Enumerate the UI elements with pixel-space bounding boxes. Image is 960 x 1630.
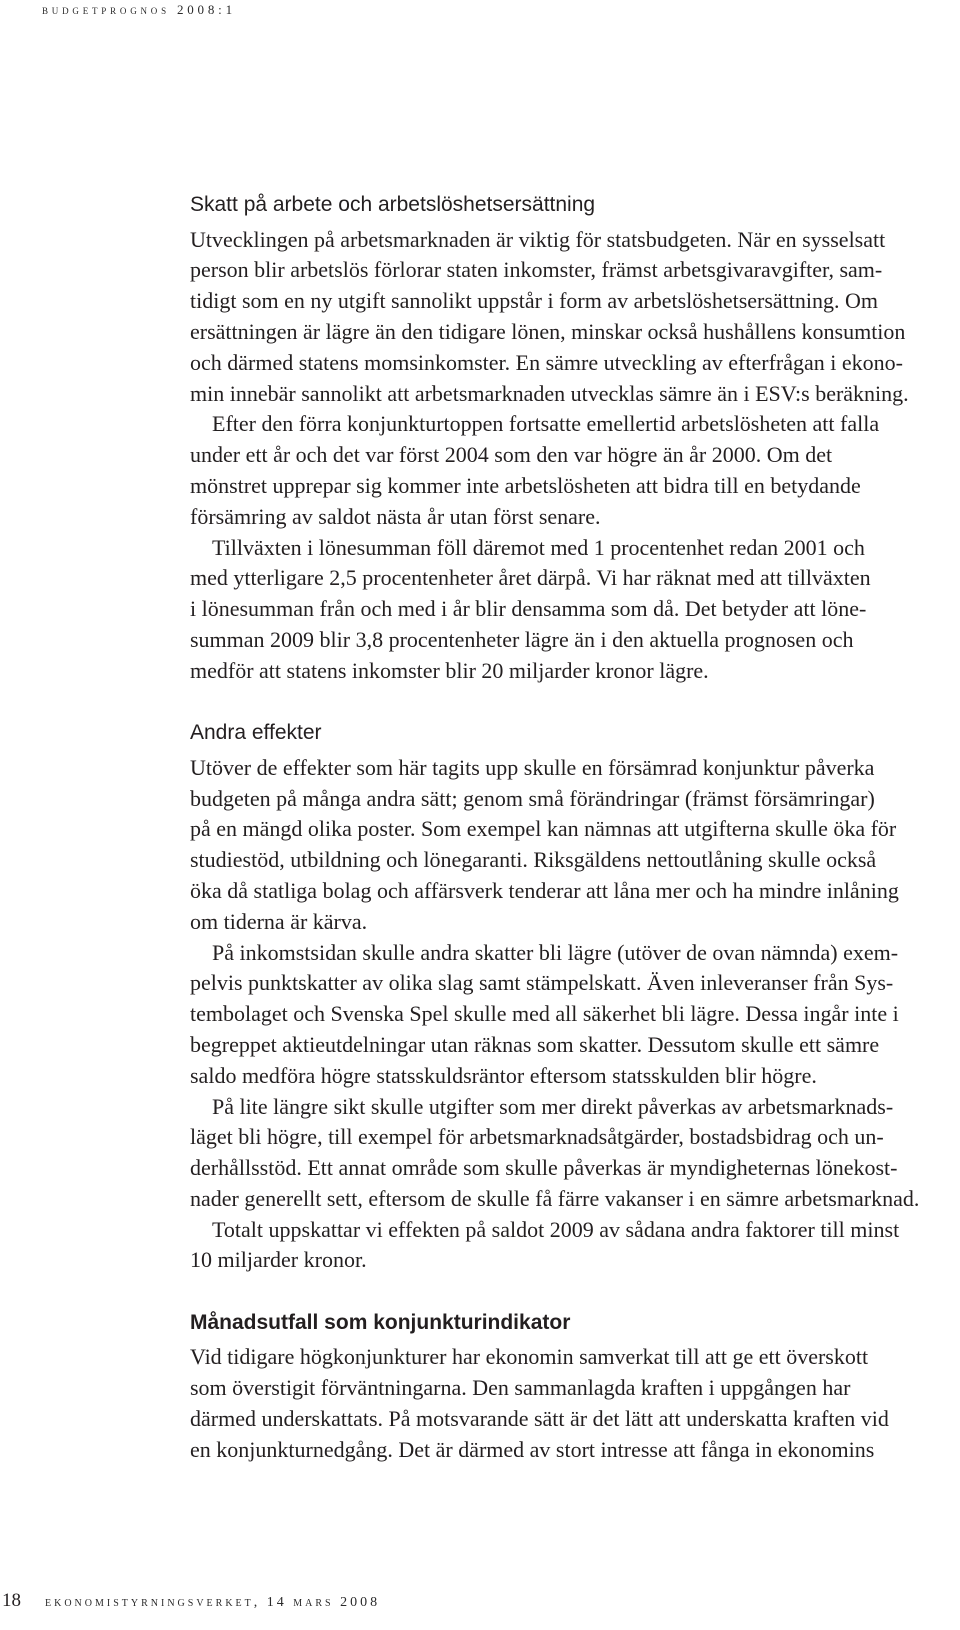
text-line: På inkomstsidan skulle andra skatter bli lägre (utöver de ovan nämnda) exem- [212,939,899,965]
running-header: budgetprognos 2008:1 [42,2,236,17]
text-line: saldo medföra högre statsskuldsräntor eftersom statsskulden blir högre. [190,1062,817,1088]
text-line: läget bli högre, till exempel för arbetsmarknadsåtgärder, bostadsbidrag och un- [190,1124,884,1150]
text-line: på en mängd olika poster. Som exempel kan nämnas att utgifterna skulle öka för [190,816,897,842]
text-line: Utöver de effekter som här tagits upp skulle en försämrad konjunktur påverka [190,754,875,780]
text-line: försämring av saldot nästa år utan först senare. [190,503,601,529]
text-line: om tiderna är kärva. [190,908,368,934]
text-line: medför att statens inkomster blir 20 miljarder kronor lägre. [190,657,709,683]
text-line: som överstigit förväntningarna. Den sammanlagda kraften i uppgången har [190,1375,851,1401]
text-line: min innebär sannolikt att arbetsmarknaden utvecklas sämre än i ESV:s beräkning. [190,380,909,406]
text-line: Utvecklingen på arbetsmarknaden är viktig för statsbudgeten. När en sysselsatt [190,226,886,252]
section-heading: Månadsutfall som konjunkturindikator [190,1310,571,1334]
text-line: studiestöd, utbildning och lönegaranti. Riksgäldens nettoutlåning skulle också [190,847,877,873]
text-line: ersättningen är lägre än den tidigare lönen, minskar också hushållens konsumtion [190,318,906,344]
section-tax-on-work [190,190,940,687]
text-line: begreppet aktieutdelningar utan räknas som skatter. Dessutom skulle ett sämre [190,1031,880,1057]
paragraph [190,753,940,938]
text-line: därmed underskattats. På motsvarande sätt är det lätt att underskatta kraften vid [190,1406,889,1432]
section-heading: Andra effekter [190,721,322,745]
text-line: nader generellt sett, eftersom de skulle få färre vakanser i en sämre arbetsmarknad. [190,1185,920,1211]
body-content [190,190,940,1466]
text-line: och därmed statens momsinkomster. En sämre utveckling av efterfrågan i ekono- [190,349,903,375]
footer-publisher: ekonomistyrningsverket, 14 mars 2008 [45,1595,381,1610]
text-line: Totalt uppskattar vi effekten på saldot 2009 av sådana andra faktorer till minst [212,1216,900,1242]
text-line: i lönesumman från och med i år blir densamma som då. Det betyder att löne- [190,596,867,622]
text-line: På lite längre sikt skulle utgifter som mer direkt påverkas av arbetsmarknads- [212,1093,894,1119]
text-line: under ett år och det var först 2004 som den var högre än år 2000. Om det [190,442,833,468]
text-line: budgeten på många andra sätt; genom små förändringar (främst försämringar) [190,785,875,811]
paragraph [190,225,940,410]
paragraph [190,409,940,532]
page-number: 18 [2,1590,21,1611]
text-line: person blir arbetslös förlorar staten inkomster, främst arbetsgivaravgifter, sam- [190,257,883,283]
text-line: Efter den förra konjunkturtoppen fortsatte emellertid arbetslösheten att falla [212,411,880,437]
text-line: mönstret upprepar sig kommer inte arbetslösheten att bidra till en betydande [190,472,861,498]
paragraph [190,533,940,687]
text-line: tembolaget och Svenska Spel skulle med all säkerhet bli lägre. Dessa ingår inte i [190,1001,899,1027]
text-line: 10 miljarder kronor. [190,1247,367,1273]
paragraph [190,1342,940,1465]
text-line: pelvis punktskatter av olika slag samt stämpelskatt. Även inleveranser från Sys- [190,970,894,996]
section-heading: Skatt på arbete och arbetslöshetsersättning [190,193,596,216]
text-line: Tillväxten i lönesumman föll däremot med 1 procentenhet redan 2001 och [212,534,865,560]
text-line: med ytterligare 2,5 procentenheter året därpå. Vi har räknat med att tillväxten [190,565,871,591]
paragraph [190,1215,940,1277]
page-footer [0,1590,380,1614]
section-other-effects [190,718,940,1276]
text-line: Vid tidigare högkonjunkturer har ekonomin samverkat till att ge ett överskott [190,1344,869,1370]
text-line: derhållsstöd. Ett annat område som skulle påverkas är myndigheternas lönekost- [190,1155,898,1181]
section-monthly-outcome [190,1308,940,1466]
text-line: öka då statliga bolag och affärsverk tenderar att låna mer och ha mindre inlåning [190,877,899,903]
text-line: tidigt som en ny utgift sannolikt uppstår i form av arbetslöshetsersättning. Om [190,288,879,314]
text-line: en konjunkturnedgång. Det är därmed av stort intresse att fånga in ekonomins [190,1436,875,1462]
paragraph [190,938,940,1092]
text-line: summan 2009 blir 3,8 procentenheter lägre än i den aktuella prognosen och [190,626,854,652]
paragraph [190,1092,940,1215]
